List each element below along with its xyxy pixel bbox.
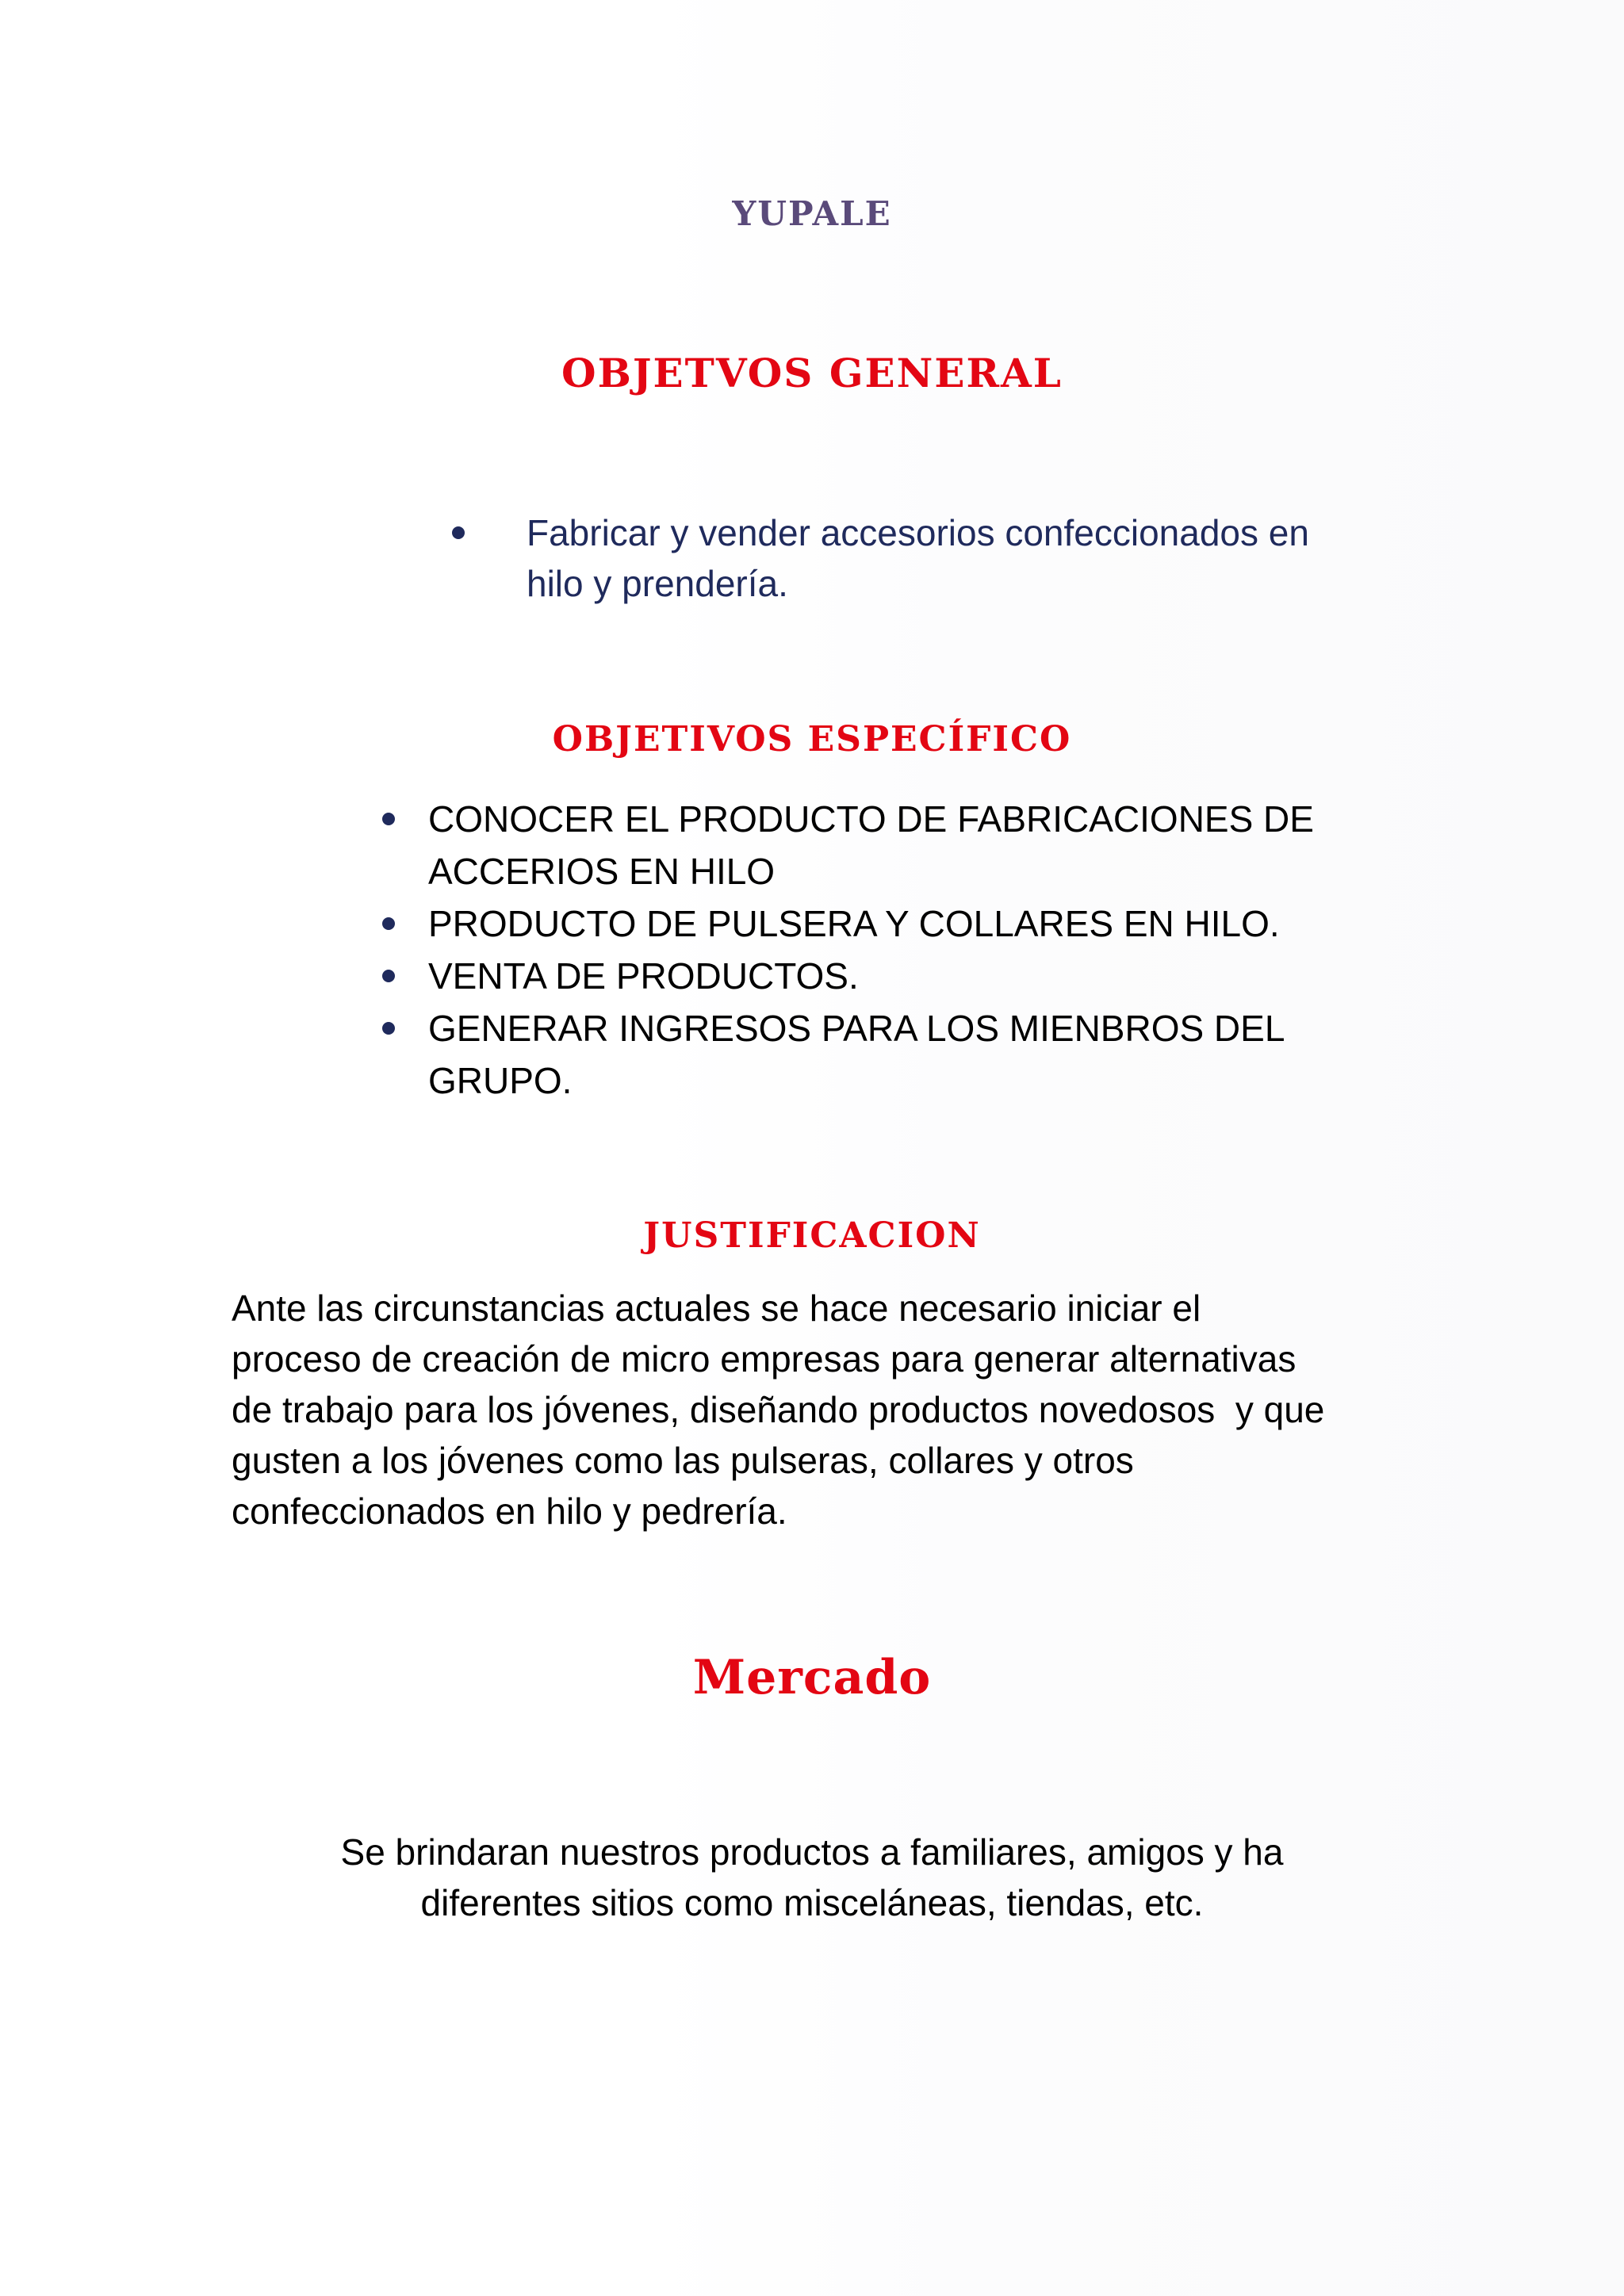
paragraph-line: Ante las circunstancias actuales se hace necesario iniciar el <box>232 1288 1201 1329</box>
mercado-heading: Mercado <box>692 1650 932 1705</box>
bullet-icon <box>452 526 465 539</box>
list-item-line: VENTA DE PRODUCTOS. <box>428 955 859 997</box>
objetivo-general-list <box>444 507 1396 609</box>
brand-title: YUPALE <box>732 194 892 233</box>
list-item-line: CONOCER EL PRODUCTO DE FABRICACIONES DE <box>428 798 1314 840</box>
bullet-icon <box>382 813 395 825</box>
bullet-icon <box>382 1022 395 1035</box>
list-item-line: PRODUCTO DE PULSERA Y COLLARES EN HILO. <box>428 903 1280 944</box>
list-item <box>374 897 1405 950</box>
objetivos-especificos-list <box>374 793 1405 1107</box>
list-item <box>374 1002 1405 1107</box>
paragraph-line: gusten a los jóvenes como las pulseras, collares y otros <box>232 1440 1134 1481</box>
list-item-line: GENERAR INGRESOS PARA LOS MIENBROS DEL <box>428 1008 1285 1049</box>
paragraph-line: de trabajo para los jóvenes, diseñando productos novedosos y que <box>232 1389 1325 1430</box>
list-item-line: Fabricar y vender accesorios confeccionados en <box>527 512 1309 553</box>
mercado-paragraph <box>0 1827 1624 1928</box>
list-item <box>374 793 1405 897</box>
bullet-icon <box>382 917 395 930</box>
list-item-line: ACCERIOS EN HILO <box>428 851 776 892</box>
list-item-line: hilo y prendería. <box>527 563 788 604</box>
list-item <box>444 507 1396 609</box>
paragraph-line: diferentes sitios como misceláneas, tiendas, etc. <box>420 1882 1204 1923</box>
justificacion-heading: JUSTIFICACION <box>643 1215 981 1256</box>
list-item <box>374 950 1405 1002</box>
paragraph-line: proceso de creación de micro empresas para generar alternativas <box>232 1338 1297 1380</box>
paragraph-line: confeccionados en hilo y pedrería. <box>232 1490 787 1532</box>
bullet-icon <box>382 970 395 982</box>
objetivo-general-heading: OBJETVOS GENERAL <box>561 350 1063 396</box>
objetivos-especificos-heading: OBJETIVOS ESPECÍFICO <box>552 719 1072 760</box>
justificacion-paragraph <box>232 1283 1405 1536</box>
list-item-line: GRUPO. <box>428 1060 573 1101</box>
paragraph-line: Se brindaran nuestros productos a familiares, amigos y ha <box>340 1831 1284 1873</box>
